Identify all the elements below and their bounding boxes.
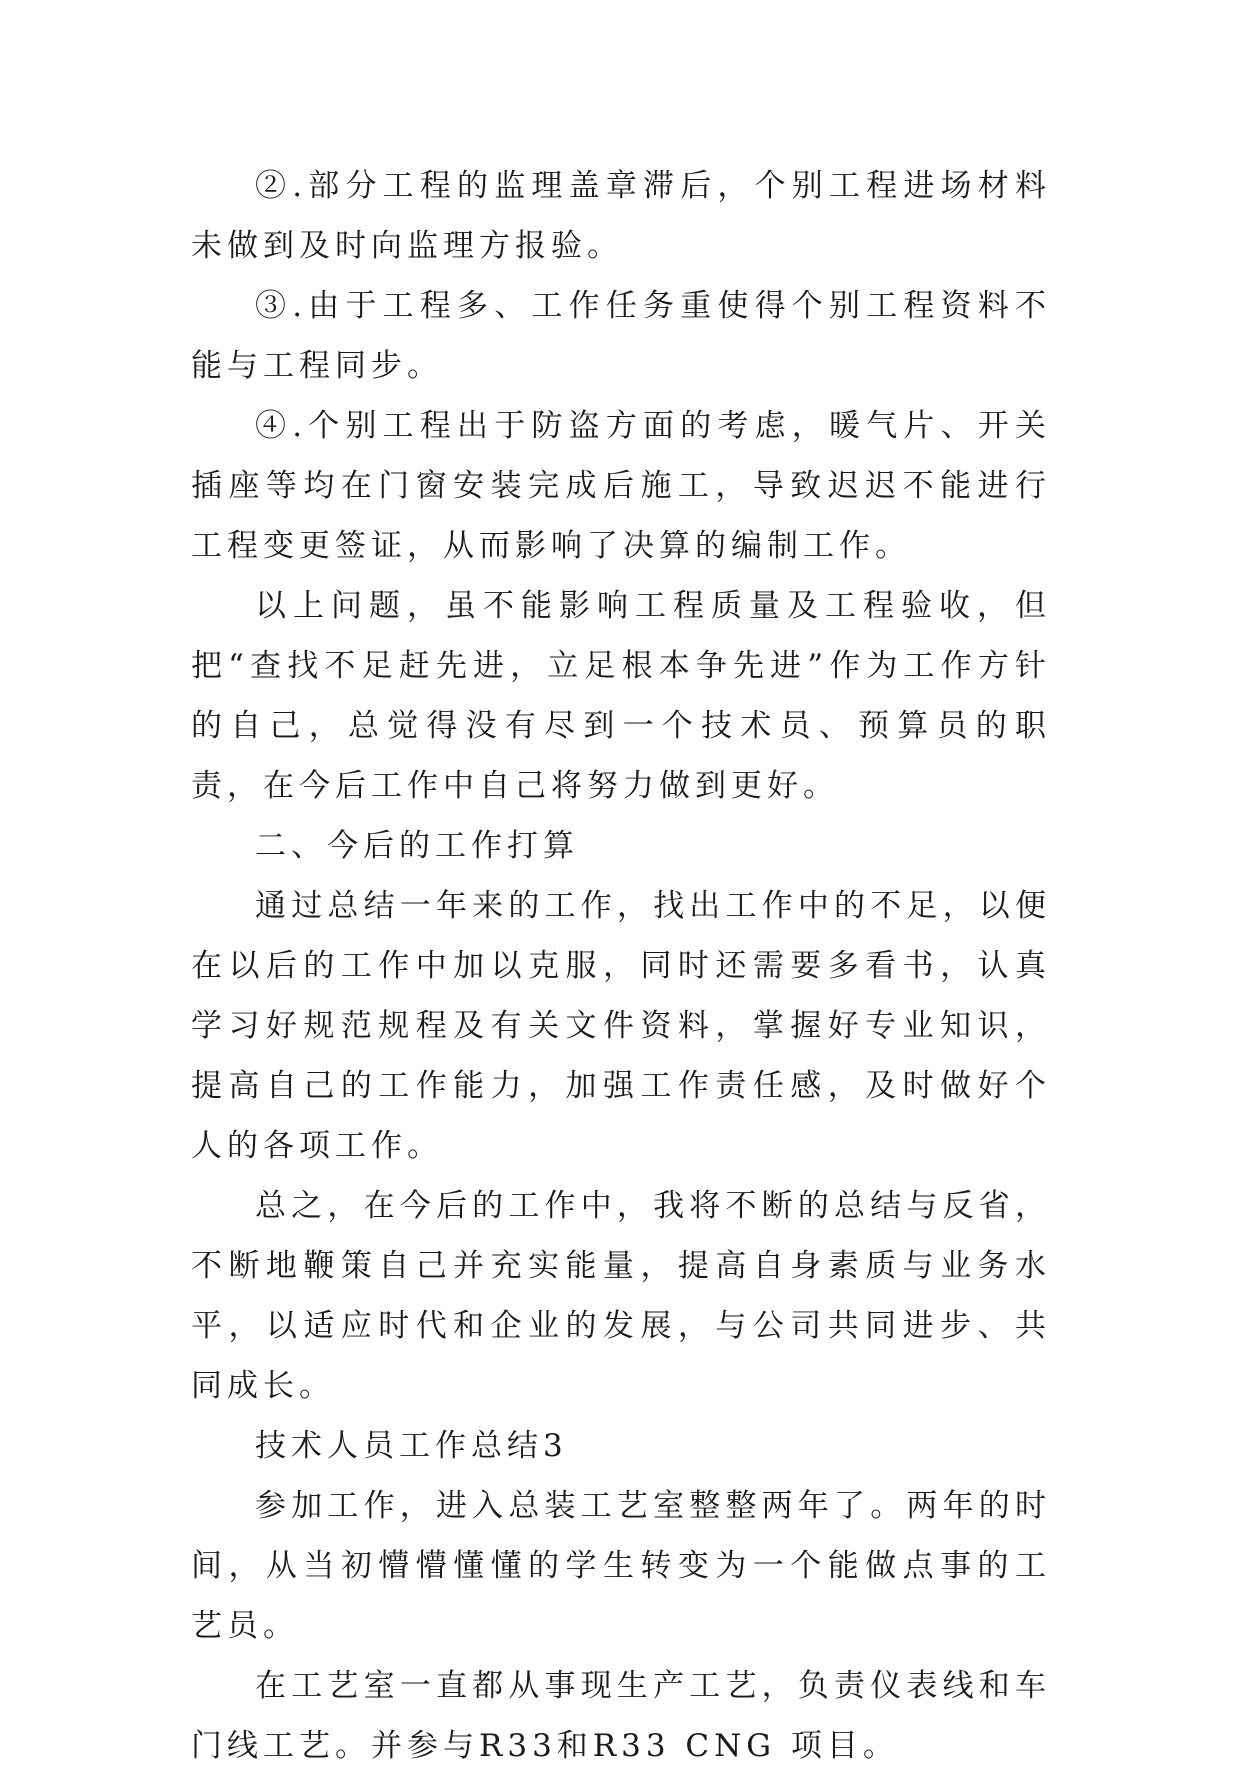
paragraph-future-plans: 通过总结一年来的工作，找出工作中的不足，以便在以后的工作中加以克服，同时还需要多看书，认真学习好规范规程及有关文件资料，掌握好专业知识，提高自己的工作能力，加强工作责任感，及时做好个人的各项工作。 <box>191 888 1051 1164</box>
paragraph-item-4-theft: ④.个别工程出于防盗方面的考虑，暖气片、开关插座等均在门窗安装完成后施工，导致迟迟不能进行工程变更签证，从而影响了决算的编制工作。 <box>191 408 1051 564</box>
paragraph-conclusion: 总之，在今后的工作中，我将不断的总结与反省，不断地鞭策自己并充实能量，提高自身素质与业务水平，以适应时代和企业的发展，与公司共同进步、共同成长。 <box>191 1188 1051 1404</box>
paragraph-item-3-sync: ③.由于工程多、工作任务重使得个别工程资料不能与工程同步。 <box>191 288 1051 384</box>
paragraph-item-2-delay: ②.部分工程的监理盖章滞后，个别工程进场材料未做到及时向监理方报验。 <box>191 168 1051 264</box>
paragraph-summary-issues: 以上问题，虽不能影响工程质量及工程验收，但把“查找不足赶先进，立足根本争先进”作为工作方针的自己，总觉得没有尽到一个技术员、预算员的职责，在今后工作中自己将努力做到更好。 <box>191 588 1051 804</box>
paragraph-two-years: 参加工作，进入总装工艺室整整两年了。两年的时间，从当初懵懵懂懂的学生转变为一个能做点事的工艺员。 <box>191 1488 1051 1644</box>
section-heading-future-plans: 二、今后的工作打算 <box>255 828 579 864</box>
paragraph-process-work: 在工艺室一直都从事现生产工艺，负责仪表线和车门线工艺。并参与R33和R33 CNG 项目。 <box>191 1668 1051 1764</box>
document-body <box>191 156 1051 1776</box>
section-heading-summary-3: 技术人员工作总结3 <box>255 1428 568 1464</box>
